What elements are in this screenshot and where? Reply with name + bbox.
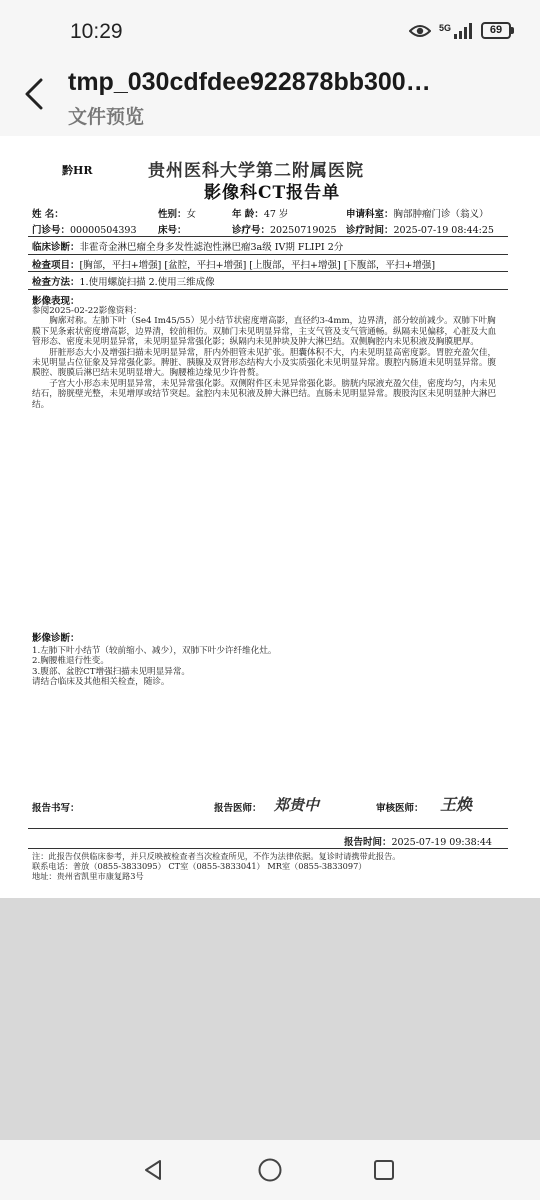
document-viewer[interactable] — [0, 136, 540, 898]
divider — [28, 271, 508, 272]
footer-note: 注：此报告仅供临床参考，并只反映被检查者当次检查所见，不作为法律依据。复诊时请携带此报告。 — [32, 851, 401, 861]
impression-line: 2.胸腰椎退行性变。 — [32, 656, 109, 667]
divider — [28, 289, 508, 290]
footer-phone: 联系电话：普放（0855-3833095） CT室（0855-3833041） MR室（0855-3833097） — [32, 861, 367, 871]
divider — [28, 236, 508, 237]
status-icons — [409, 22, 514, 39]
app-header — [0, 62, 540, 136]
file-title: tmp_030cdfdee922878bb300… — [68, 68, 431, 96]
reviewer-signature: 王焕 — [440, 795, 473, 814]
exam-no-field: 诊疗号：20250719025 — [232, 225, 337, 236]
status-bar — [0, 0, 540, 62]
nav-home-icon — [257, 1157, 283, 1183]
dept-field: 申请科室：胸部肿瘤门诊（翁义） — [346, 209, 489, 220]
nav-recents-icon — [372, 1158, 396, 1182]
findings-title: 影像表现： — [32, 296, 80, 307]
divider — [28, 848, 508, 849]
nav-home-button[interactable] — [250, 1154, 290, 1186]
findings-text — [32, 306, 502, 410]
exam-items: 检查项目：[胸部，平扫+增强] [盆腔，平扫+增强] [上腹部，平扫+增强] [下腹部，平扫+增强] — [32, 260, 436, 271]
signal-icon — [439, 23, 473, 39]
doctor-label: 报告医师： — [214, 803, 262, 814]
hospital-name: 贵州医科大学第二附属医院 — [148, 161, 364, 181]
report-title: 影像科CT报告单 — [204, 183, 341, 203]
footer-address: 地址：贵州省凯里市康复路3号 — [32, 871, 144, 881]
network-type: 5G — [438, 22, 451, 33]
divider — [28, 254, 508, 255]
outpatient-field: 门诊号：00000504393 — [32, 225, 137, 236]
impression-title: 影像诊断： — [32, 633, 80, 644]
nav-back-button[interactable] — [134, 1154, 174, 1186]
exam-time-field: 诊疗时间：2025-07-19 08:44:25 — [346, 225, 494, 236]
nav-back-icon — [142, 1158, 166, 1182]
clinical-diagnosis: 临床诊断：非霍奇金淋巴瘤全身多发性滤泡性淋巴瘤3a级 IV期 FLIPI 2分 — [32, 242, 344, 253]
findings-line: 子宫大小形态未见明显异常，未见异常强化影。双侧附件区未见异常强化影。膀胱内尿液充盈欠佳，密度均匀，内未见结石，膀胱壁光整，未见增厚或结节突起。盆腔内未见积液及肿大淋巴结。直肠未见明显异常。腹股沟区未见明显肿大淋巴结。 — [32, 378, 497, 410]
nav-recents-button[interactable] — [364, 1154, 404, 1186]
findings-line: 肝脏形态大小及增强扫描未见明显异常，肝内外胆管未见扩张。胆囊体积不大，内未见明显高密度影。胃腔充盈欠佳，未见明显占位征象及异常强化影。脾脏、胰腺及双肾形态结构大小及实质强化未见明显异常。腹腔内肠道未见明显异常。腹膜腔、腹膜后淋巴结未见明显增大。胸腰椎边缘见少许骨赘。 — [32, 347, 497, 379]
eye-icon — [409, 23, 431, 39]
impression-text — [32, 646, 502, 688]
signature-row — [28, 795, 508, 828]
doctor-signature: 郑贵中 — [274, 796, 320, 814]
bed-field: 床号： — [158, 225, 187, 236]
name-field: 姓 名： — [32, 209, 64, 220]
findings-line: 参阅2025-02-22影像资料： — [32, 306, 142, 316]
status-time: 10:29 — [70, 20, 123, 43]
impression-line: 3.腹部、盆腔CT增强扫描未见明显异常。 — [32, 666, 191, 677]
hospital-logo: 黔HR — [62, 164, 93, 177]
battery-icon — [481, 22, 514, 39]
sex-field: 性别：女 — [158, 209, 197, 220]
divider — [28, 828, 508, 829]
impression-line: 1.左肺下叶小结节（较前缩小、减少），双肺下叶少许纤维化灶。 — [32, 646, 277, 656]
reviewer-label: 审核医师： — [376, 803, 424, 814]
battery-level: 69 — [481, 22, 511, 39]
exam-method: 检查方法：1.使用螺旋扫描 2.使用三维成像 — [32, 277, 215, 288]
age-field: 年 龄：47 岁 — [232, 209, 289, 220]
writer-label: 报告书写： — [32, 803, 80, 814]
back-arrow-icon — [24, 78, 44, 110]
viewer-background — [0, 898, 540, 1140]
impression-line: 请结合临床及其他相关检查，随诊。 — [32, 677, 170, 688]
report-time: 报告时间：2025-07-19 09:38:44 — [344, 837, 492, 848]
findings-line: 胸廓对称。左肺下叶（Se4 Im45/55）见小结节状密度增高影，直径约3-4mm，边界清，部分较前减少。双肺下叶胸膜下见条索状密度增高影，边界清，较前相仿。双肺门未见明显异常，主支气管及支气管通畅。纵隔未见偏移，心脏及大血管形态、密度未见明显异常，未见明显异常强化影；纵隔内未见肿块及肿大淋巴结。双侧胸腔内未见积液及胸膜肥厚。 — [32, 316, 497, 348]
file-subtitle: 文件预览 — [68, 106, 145, 128]
nav-bar — [0, 1140, 540, 1200]
back-button[interactable] — [16, 72, 52, 116]
